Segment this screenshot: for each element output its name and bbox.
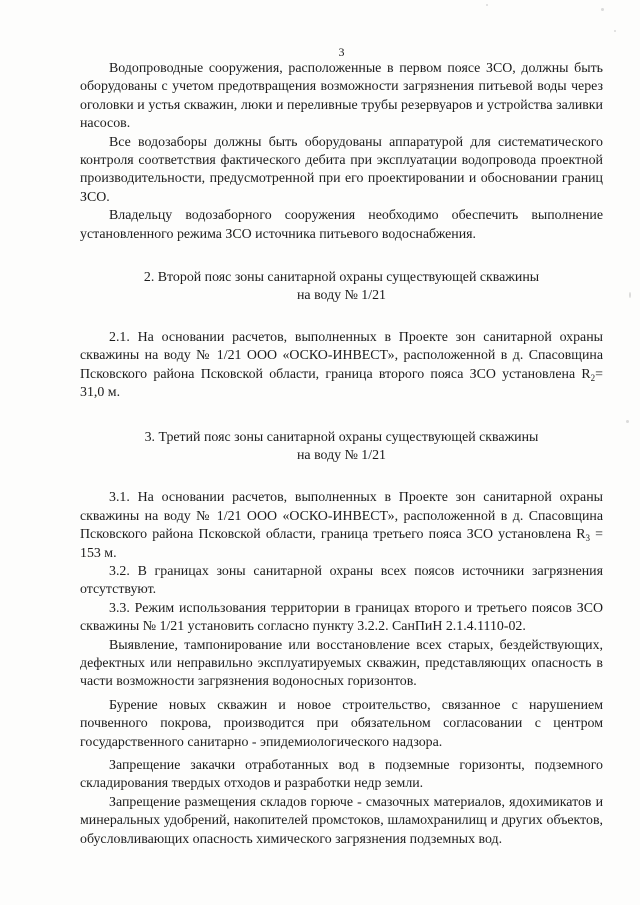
- paragraph-2-1-text: 2.1. На основании расчетов, выполненных в Проекте зон санитарной охраны скважины на воду № 1/21 ООО «ОСКО-ИНВЕСТ», расположенной в д. Спасовщина Псковского района Псковской области, граница второго пояса ЗСО установлена R: [80, 329, 603, 382]
- scan-speck: [486, 4, 488, 6]
- paragraph-3-1-value: = 153 м.: [80, 527, 603, 561]
- paragraph-2-1-value: = 31,0 м.: [80, 366, 603, 401]
- paragraph-water-intakes: Все водозаборы должны быть оборудованы аппаратурой для систематического контроля соответствия фактического дебита при эксплуатации водопровода проектной производительности, предусмотренной при его проектировании и обосновании границ ЗСО.: [80, 134, 603, 205]
- paragraph-3-1-text: 3.1. На основании расчетов, выполненных в Проекте зон санитарной охраны скважины на воду № 1/21 ООО «ОСКО-ИНВЕСТ», расположенной в д. Спасовщина Псковского района Псковской области, граница третьего пояса ЗСО установлена R: [80, 490, 603, 543]
- paragraph-3-2: 3.2. В границах зоны санитарной охраны всех поясов источники загрязнения отсутствуют.: [80, 563, 603, 598]
- paragraph-owner-duty: Владельцу водозаборного сооружения необходимо обеспечить выполнение установленного режима ЗСО источника питьевого водоснабжения.: [80, 208, 603, 242]
- paragraph-storage-ban: Запрещение размещения складов горюче - смазочных материалов, ядохимикатов и минеральных удобрений, накопителей промстоков, шламохранилищ и других объектов, обусловливающих опасность химического загрязнения подземных вод.: [80, 794, 603, 847]
- paragraph-2-1: [80, 329, 603, 403]
- section-heading-2-line2: на воду № 1/21: [297, 288, 386, 304]
- radius-subscript: 2: [590, 372, 596, 383]
- section-heading-3-line1: 3. Третий пояс зоны санитарной охраны существующей скважины: [144, 429, 539, 445]
- paragraph-drilling: Бурение новых скважин и новое строительство, связанное с нарушением почвенного покрова, производится при обязательном согласовании с центром государственного санитарно - эпидемиологического надзора.: [80, 697, 603, 750]
- section-heading-3-line2: на воду № 1/21: [297, 447, 386, 463]
- scan-speck: [626, 420, 629, 423]
- paragraph-injection-ban: Запрещение закачки отработанных вод в подземные горизонты, подземного складирования твердых отходов и разработки недр земли.: [80, 758, 603, 792]
- paragraph-water-facilities: Водопроводные сооружения, расположенные в первом поясе ЗСО, должны быть оборудованы с учетом предотвращения возможности загрязнения питьевой воды через оголовки и устья скважин, люки и переливные трубы резервуаров и устройства заливки насосов.: [80, 61, 603, 132]
- radius-subscript: 3: [585, 533, 591, 544]
- section-heading-3: [80, 429, 603, 466]
- scan-speck: [614, 30, 616, 32]
- paragraph-3-1: [80, 489, 603, 563]
- scan-speck: [601, 8, 604, 11]
- scan-speck: [629, 292, 631, 298]
- section-heading-2-line1: 2. Второй пояс зоны санитарной охраны существующей скважины: [143, 270, 540, 286]
- page-number: 3: [338, 45, 345, 59]
- paragraph-3-3: 3.3. Режим использования территории в границах второго и третьего поясов ЗСО скважины № 1/21 установить согласно пункту 3.2.2. СанПиН 2.1.4.1110-02.: [80, 600, 603, 635]
- paragraph-wells: Выявление, тампонирование или восстановление всех старых, бездействующих, дефектных или неправильно эксплуатируемых скважин, представляющих опасность в части возможности загрязнения водоносных горизонтов.: [80, 637, 603, 690]
- page-content: [80, 44, 603, 849]
- section-heading-2: [80, 269, 603, 306]
